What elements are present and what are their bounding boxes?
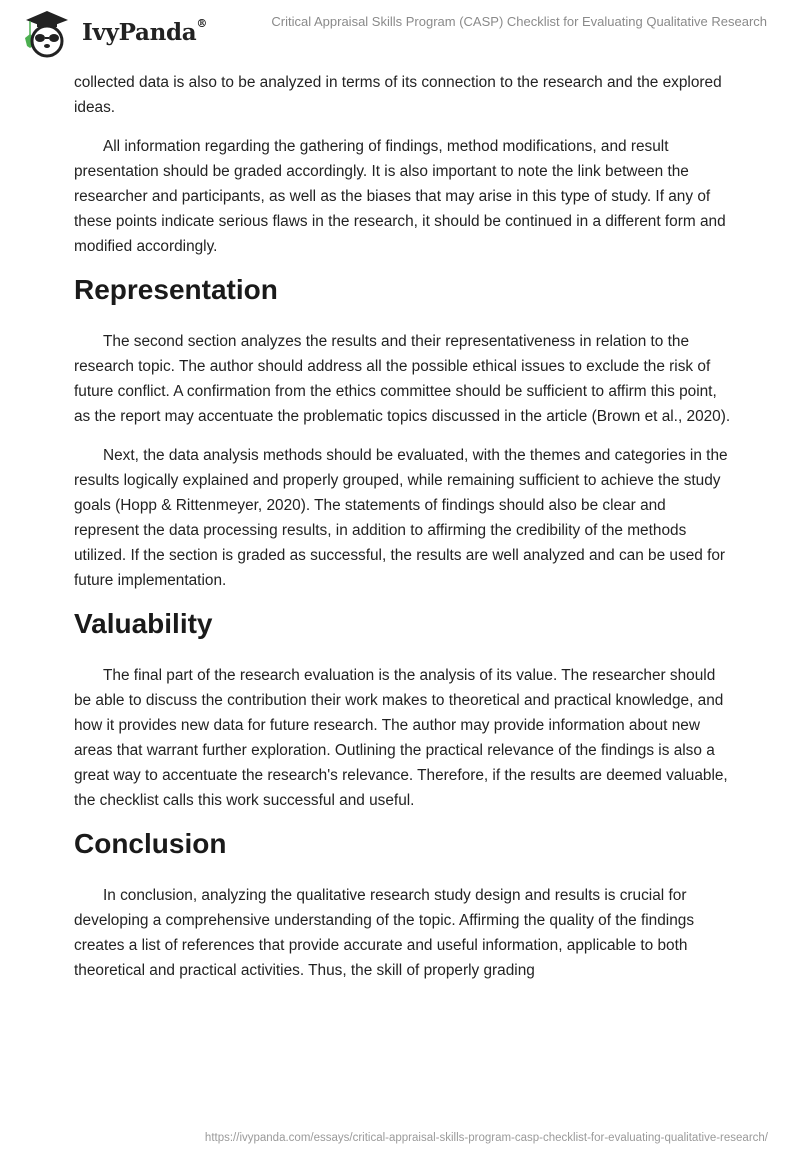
document-title: Critical Appraisal Skills Program (CASP) Checklist for Evaluating Qualitative Research bbox=[271, 14, 767, 29]
section-heading-representation: Representation bbox=[74, 274, 278, 305]
paragraph: Next, the data analysis methods should be evaluated, with the themes and categories in the results logically explained and properly grouped, while remaining sufficient to achieve the study goals (Hopp & Rittenmeyer, 2020). The statements of findings should also be clear and represent the data processing results, in addition to affirming the credibility of the methods utilized. If the section is graded as successful, the results are well analyzed and can be used for future implementation. bbox=[74, 447, 728, 589]
page-header bbox=[0, 0, 800, 60]
section-heading-valuability: Valuability bbox=[74, 608, 213, 639]
paragraph: collected data is also to be analyzed in terms of its connection to the research and the explored ideas. bbox=[74, 74, 722, 116]
paragraph: The second section analyzes the results and their representativeness in relation to the research topic. The author should address all the possible ethical issues to exclude the risk of future conflict. A confirmation from the ethics committee should be sufficient to affirm this point, as the report may accentuate the problematic topics discussed in the article (Brown et al., 2020). bbox=[74, 333, 731, 425]
paragraph: In conclusion, analyzing the qualitative research study design and results is crucial for developing a comprehensive understanding of the topic. Affirming the quality of the findings creates a list of references that provide accurate and useful information, applicable to both theoretical and practical activities. Thus, the skill of properly grading bbox=[74, 887, 695, 979]
paragraph: All information regarding the gathering of findings, method modifications, and result presentation should be graded accordingly. It is also important to note the link between the researcher and participants, as well as the biases that may arise in this type of study. If any of these points indicate serious flaws in the research, it should be continued in a different form and modified accordingly. bbox=[74, 138, 726, 255]
paragraph: The final part of the research evaluation is the analysis of its value. The researcher should be able to discuss the contribution their work makes to theoretical and practical knowledge, and how it provides new data for future research. The author may provide information about new areas that warrant further exploration. Outlining the practical relevance of the findings is also a great way to accentuate the research's relevance. Therefore, if the results are deemed valuable, the checklist calls this work successful and useful. bbox=[74, 667, 728, 809]
ivypanda-logo[interactable] bbox=[18, 6, 207, 58]
essay-content bbox=[74, 70, 734, 997]
source-url-link[interactable]: https://ivypanda.com/essays/critical-appraisal-skills-program-casp-checklist-for-evaluating-qualitative-research/ bbox=[204, 1132, 768, 1144]
panda-graduate-icon bbox=[18, 6, 76, 58]
section-heading-conclusion: Conclusion bbox=[74, 828, 227, 859]
logo-text: IvyPanda® bbox=[82, 16, 208, 46]
